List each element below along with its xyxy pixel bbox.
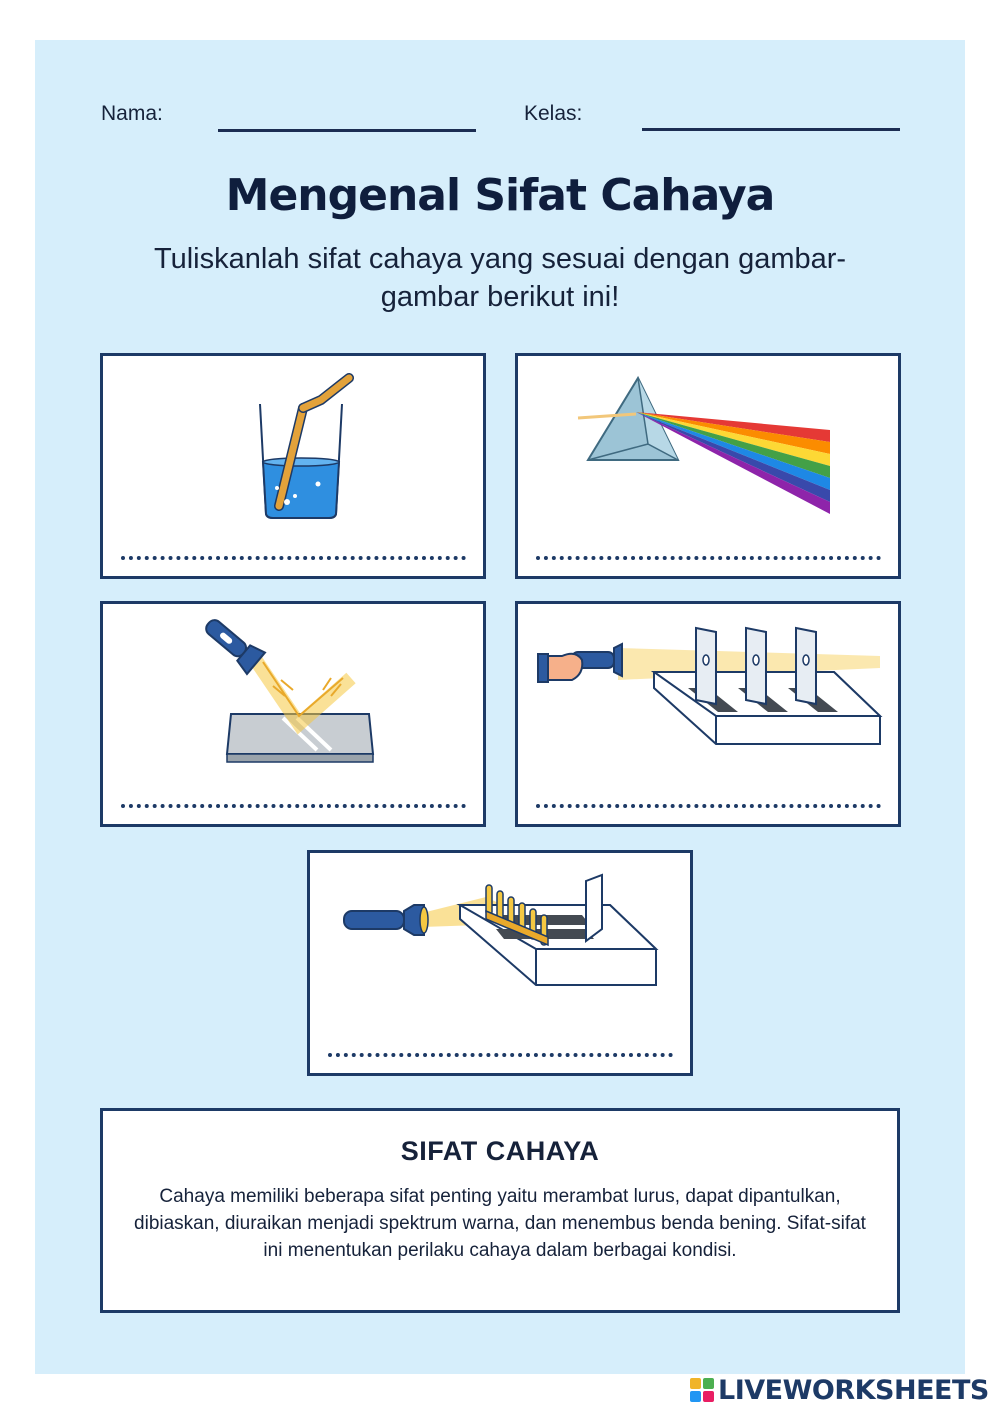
picture-card-1 [100, 353, 486, 579]
info-title: SIFAT CAHAYA [400, 1136, 600, 1166]
picture-card-5 [307, 850, 693, 1076]
answer-line-4[interactable] [536, 804, 881, 808]
picture-card-3 [100, 601, 486, 827]
prism-spectrum-icon [518, 356, 898, 576]
answer-line-2[interactable] [536, 556, 881, 560]
flashlight-cards-straight-light-icon [518, 604, 898, 824]
page-title: Mengenal Sifat Cahaya [225, 170, 775, 221]
class-label: Kelas: [524, 102, 583, 125]
flashlight-comb-light-icon [310, 853, 690, 1073]
answer-line-5[interactable] [328, 1053, 673, 1057]
class-field[interactable] [642, 128, 900, 131]
straw-in-water-glass-icon [103, 356, 483, 576]
info-text: Cahaya memiliki beberapa sifat penting yaitu merambat lurus, dapat dipantulkan, dibiaskan, diuraikan menjadi spektrum warna, dan menembus benda bening. Sifat-sifat ini menentukan perilaku cahaya dalam berbagai kondisi. [134, 1186, 866, 1261]
instruction-text: Tuliskanlah sifat cahaya yang sesuai dengan gambar-gambar berikut ini! [153, 243, 847, 313]
flashlight-mirror-reflection-icon [103, 604, 483, 824]
brand-name: LIVEWORKSHEETS [718, 1374, 989, 1406]
answer-line-1[interactable] [121, 556, 466, 560]
answer-line-3[interactable] [121, 804, 466, 808]
brand-logo [690, 1373, 989, 1407]
name-field[interactable] [218, 129, 476, 132]
name-label: Nama: [101, 102, 163, 125]
info-box [100, 1108, 900, 1313]
liveworksheets-logo-icon [690, 1378, 714, 1402]
picture-card-2 [515, 353, 901, 579]
picture-card-4 [515, 601, 901, 827]
